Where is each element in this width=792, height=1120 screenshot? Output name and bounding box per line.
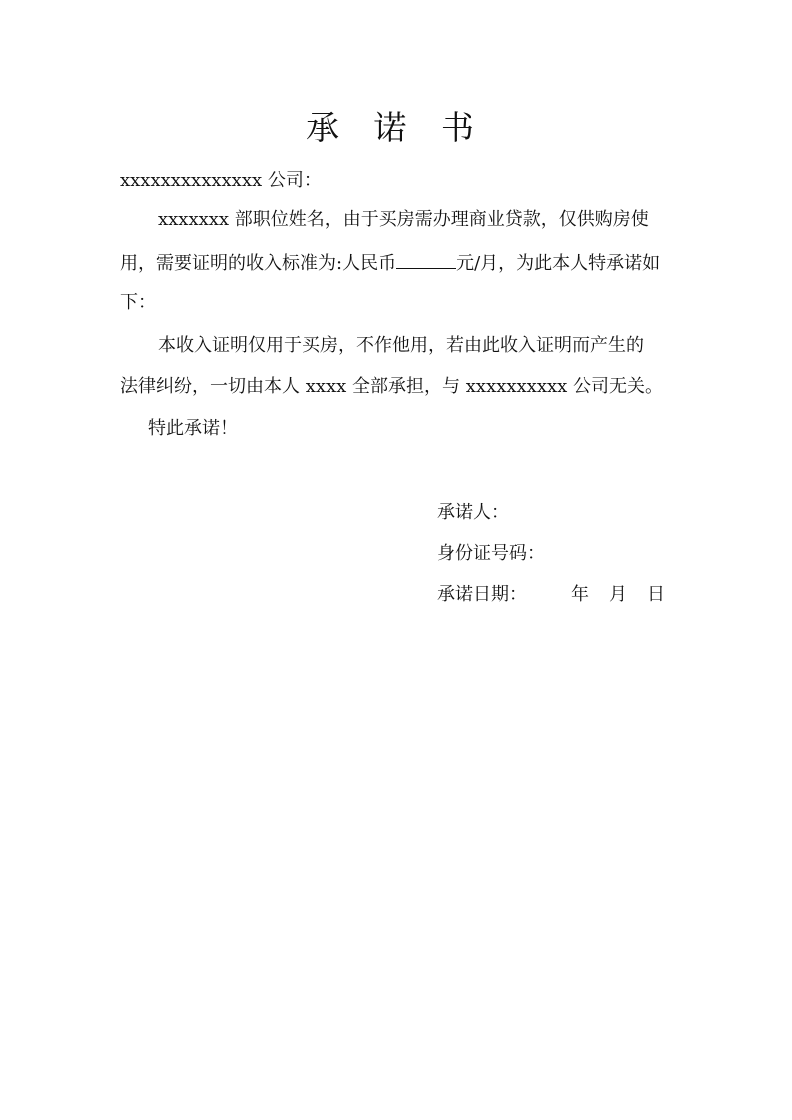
paragraph1-line3: 下： [120, 292, 156, 313]
paragraph1-line1: xxxxxxx 部职位姓名，由于买房需办理商业贷款，仅供购房使 [158, 209, 649, 230]
date-month: 月 [609, 584, 627, 605]
document-title: 承 诺 书 [306, 108, 486, 147]
paragraph2-line1: 本收入证明仅用于买房，不作他用，若由此收入证明而产生的 [158, 335, 644, 356]
income-blank [396, 250, 456, 269]
addressee-line: xxxxxxxxxxxxxx 公司： [120, 170, 322, 191]
paragraph1-line2-after: 元/月，为此本人特承诺如 [456, 253, 661, 274]
date-label: 承诺日期： [437, 584, 527, 605]
closing-line: 特此承诺！ [148, 418, 238, 439]
id-number-label: 身份证号码： [437, 543, 545, 564]
date-day: 日 [647, 584, 665, 605]
paragraph1-line2-before: 用，需要证明的收入标准为:人民币 [120, 253, 397, 274]
paragraph2-line2: 法律纠纷，一切由本人 xxxx 全部承担，与 xxxxxxxxxx 公司无关。 [120, 376, 664, 397]
promiser-label: 承诺人： [437, 502, 509, 523]
date-line [437, 582, 665, 608]
paragraph1-line2 [120, 250, 660, 277]
date-year: 年 [571, 584, 589, 605]
